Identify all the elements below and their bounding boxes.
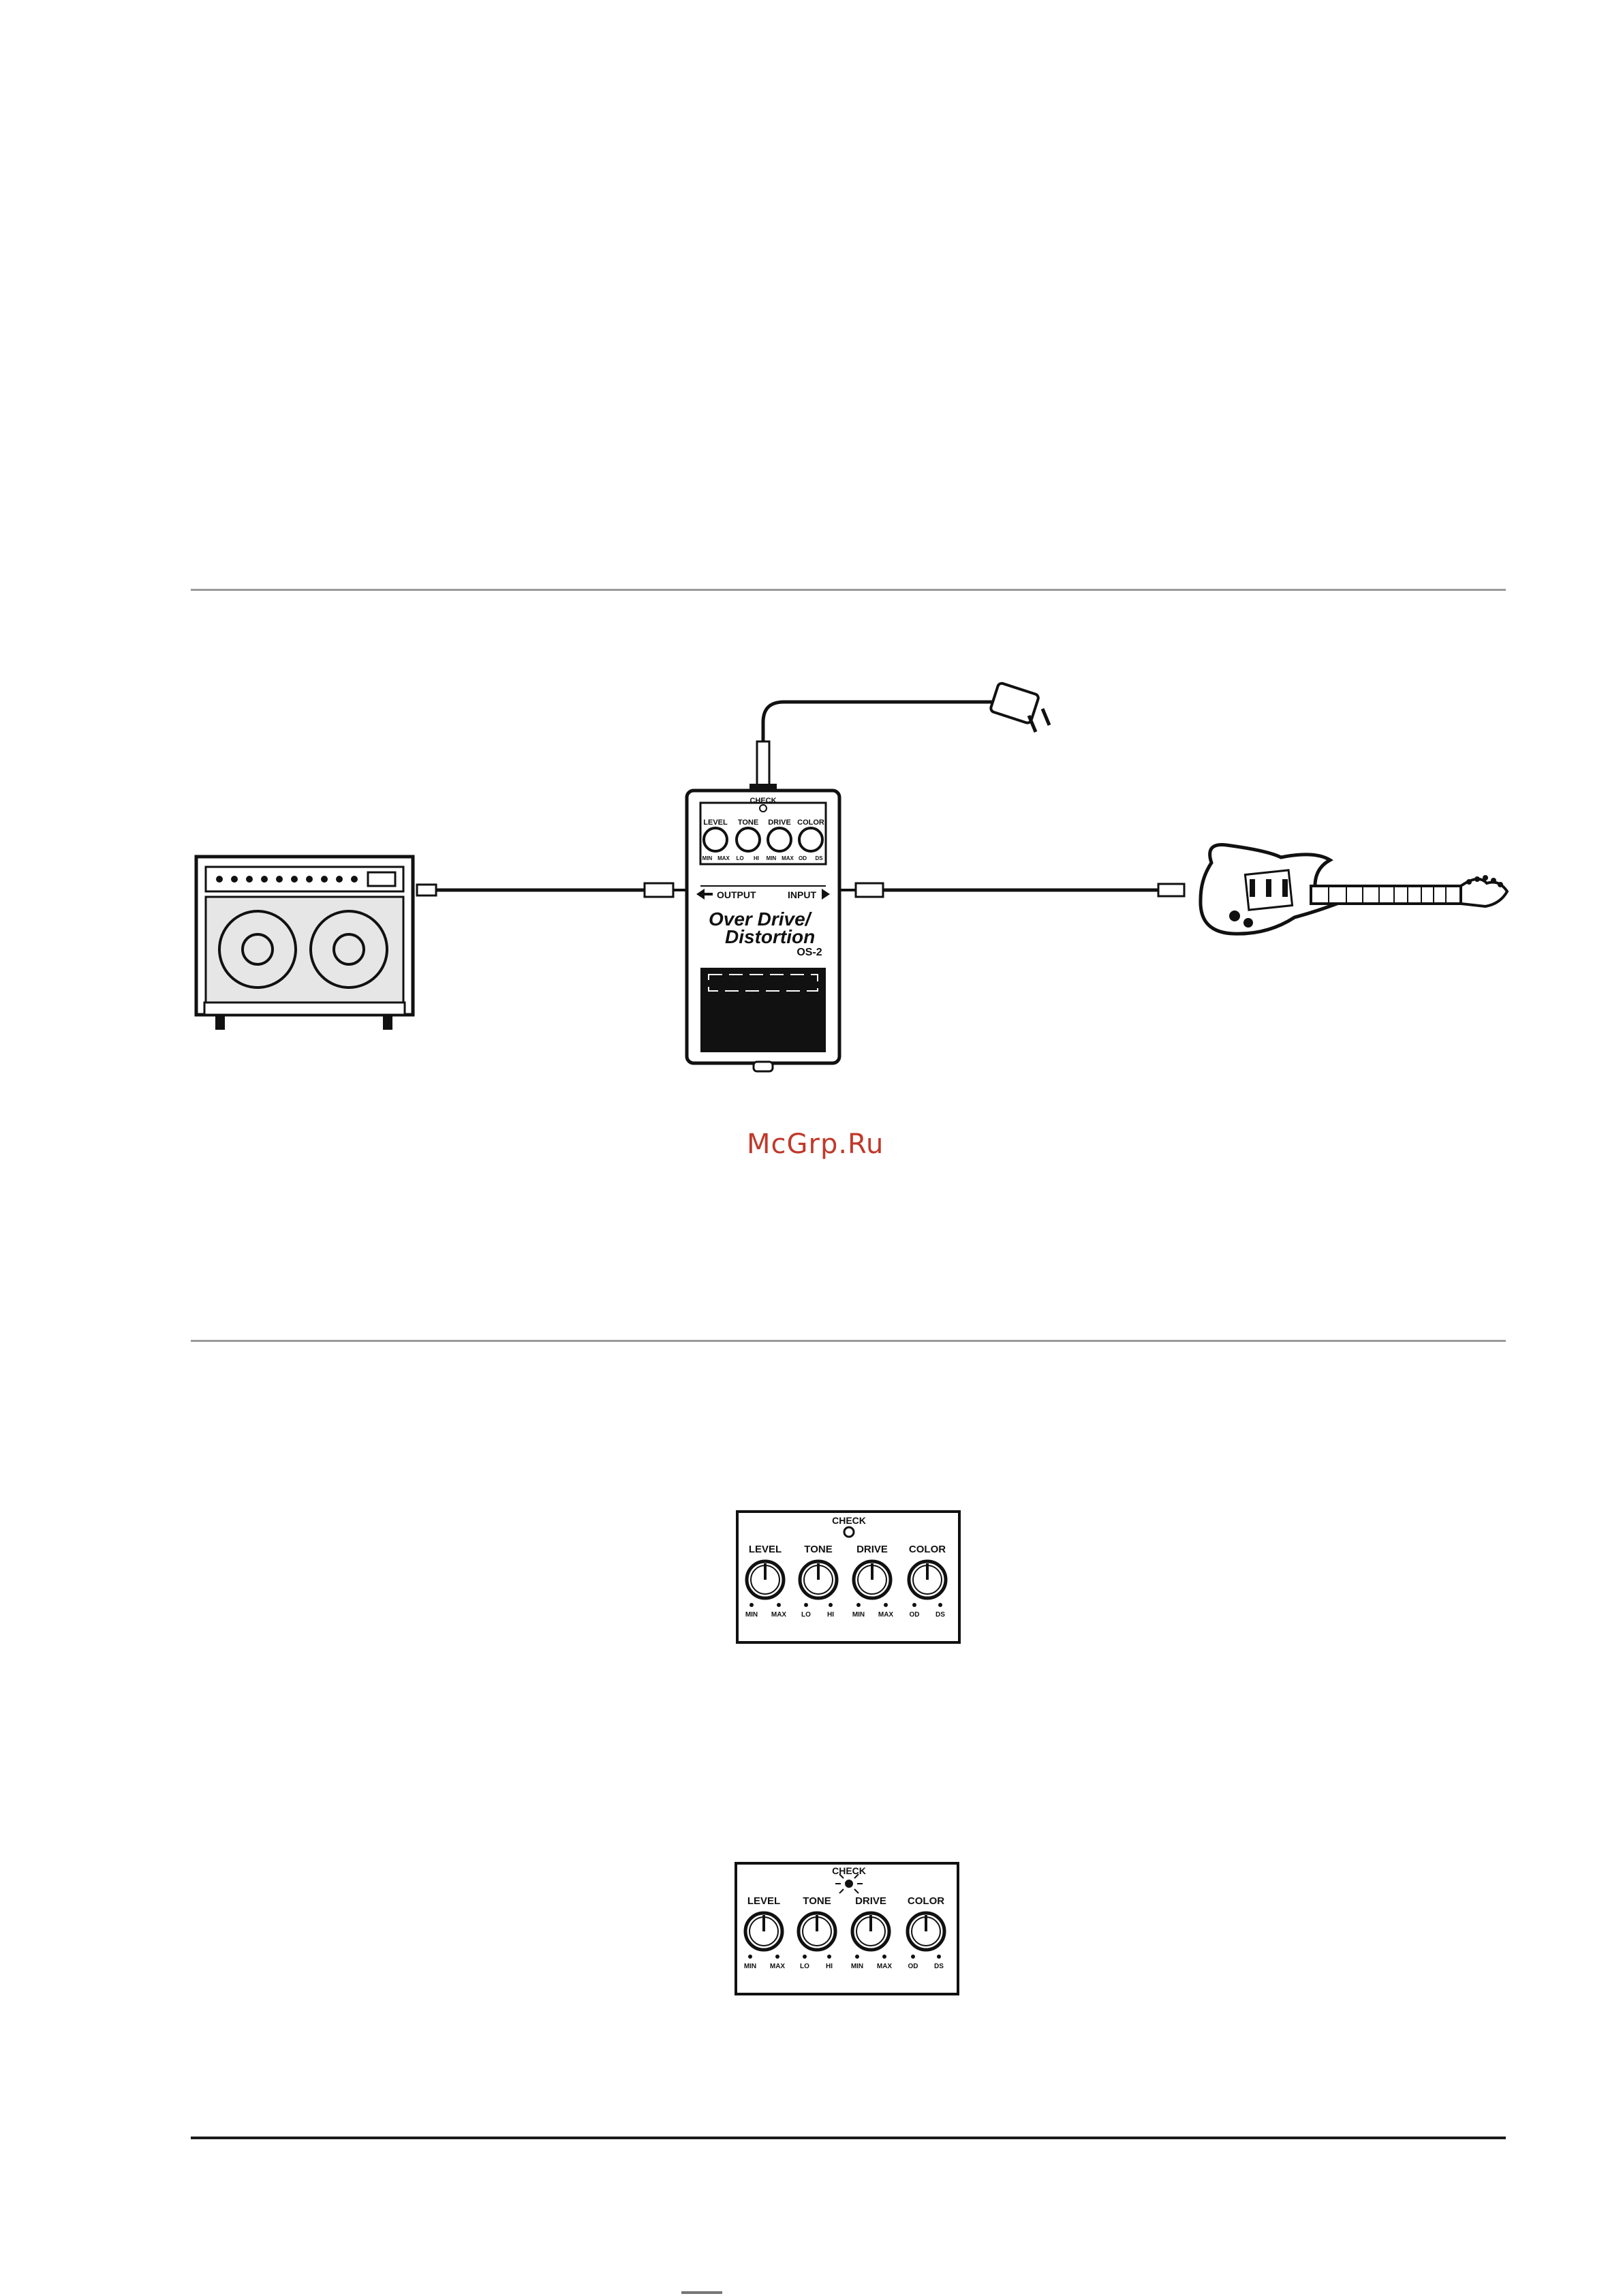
section-divider-middle bbox=[191, 1340, 1506, 1342]
control-panel-2 bbox=[733, 1861, 961, 1997]
svg-text:TONE: TONE bbox=[804, 1544, 833, 1555]
pedal-model: OS-2 bbox=[797, 947, 822, 958]
svg-text:LEVEL: LEVEL bbox=[748, 1544, 782, 1555]
svg-text:DRIVE: DRIVE bbox=[856, 1544, 888, 1555]
svg-text:DS: DS bbox=[936, 1611, 945, 1619]
output-arrow-icon bbox=[696, 889, 713, 900]
pedal-knob-label-color: COLOR bbox=[797, 818, 824, 827]
svg-text:COLOR: COLOR bbox=[908, 1544, 946, 1555]
svg-text:HI: HI bbox=[827, 1611, 834, 1619]
input-arrow-icon bbox=[822, 889, 830, 900]
control-panel-1 bbox=[735, 1509, 962, 1645]
panel1-check-led bbox=[844, 1527, 854, 1537]
pedal-input-label: INPUT bbox=[788, 889, 816, 900]
pedal-knob-label-level: LEVEL bbox=[703, 818, 728, 827]
pedal-check-label: CHECK bbox=[749, 797, 777, 805]
svg-text:MIN: MIN bbox=[745, 1611, 758, 1619]
pedal-name-line2: Distortion bbox=[725, 926, 816, 947]
svg-text:MIN: MIN bbox=[852, 1611, 865, 1619]
svg-text:MAX: MAX bbox=[878, 1611, 894, 1619]
panel1-check-label: CHECK bbox=[832, 1515, 866, 1526]
pedal-name-line1: Over Drive/ bbox=[709, 908, 811, 930]
svg-text:OD: OD bbox=[909, 1611, 920, 1619]
bottom-edge-mark bbox=[681, 2291, 722, 2294]
pedal-knob-label-tone: TONE bbox=[737, 818, 759, 827]
pedal-knob-max-color: DS bbox=[815, 855, 823, 861]
svg-text:MIN: MIN bbox=[743, 1963, 757, 1970]
svg-text:OD: OD bbox=[908, 1963, 918, 1970]
pedal-knob-max-level: MAX bbox=[717, 855, 730, 861]
svg-text:MAX: MAX bbox=[769, 1963, 786, 1970]
svg-text:MIN: MIN bbox=[850, 1963, 864, 1970]
pedal-knob-min-drive: MIN bbox=[766, 855, 777, 861]
svg-text:MAX: MAX bbox=[771, 1611, 787, 1619]
pedal-knob-min-level: MIN bbox=[702, 855, 713, 861]
pedal-knob-max-tone: HI bbox=[754, 855, 759, 861]
svg-text:TONE: TONE bbox=[803, 1895, 831, 1907]
pedal-knob-min-color: OD bbox=[799, 855, 807, 861]
panel2-check-label: CHECK bbox=[832, 1865, 866, 1876]
pedal-knob-min-tone: LO bbox=[736, 855, 744, 861]
pedal-output-label: OUTPUT bbox=[717, 889, 756, 900]
watermark: McGrp.Ru bbox=[747, 1129, 884, 1160]
pedal-knob-max-drive: MAX bbox=[782, 855, 794, 861]
svg-text:LO: LO bbox=[800, 1963, 809, 1970]
svg-text:HI: HI bbox=[826, 1963, 833, 1970]
page-footer-rule bbox=[191, 2137, 1506, 2139]
svg-text:DS: DS bbox=[934, 1963, 944, 1970]
svg-text:LO: LO bbox=[801, 1611, 811, 1619]
svg-text:COLOR: COLOR bbox=[907, 1895, 945, 1907]
svg-text:MAX: MAX bbox=[876, 1963, 893, 1970]
pedal-knob-label-drive: DRIVE bbox=[768, 818, 791, 827]
svg-text:DRIVE: DRIVE bbox=[855, 1895, 886, 1907]
svg-text:LEVEL: LEVEL bbox=[747, 1895, 781, 1907]
